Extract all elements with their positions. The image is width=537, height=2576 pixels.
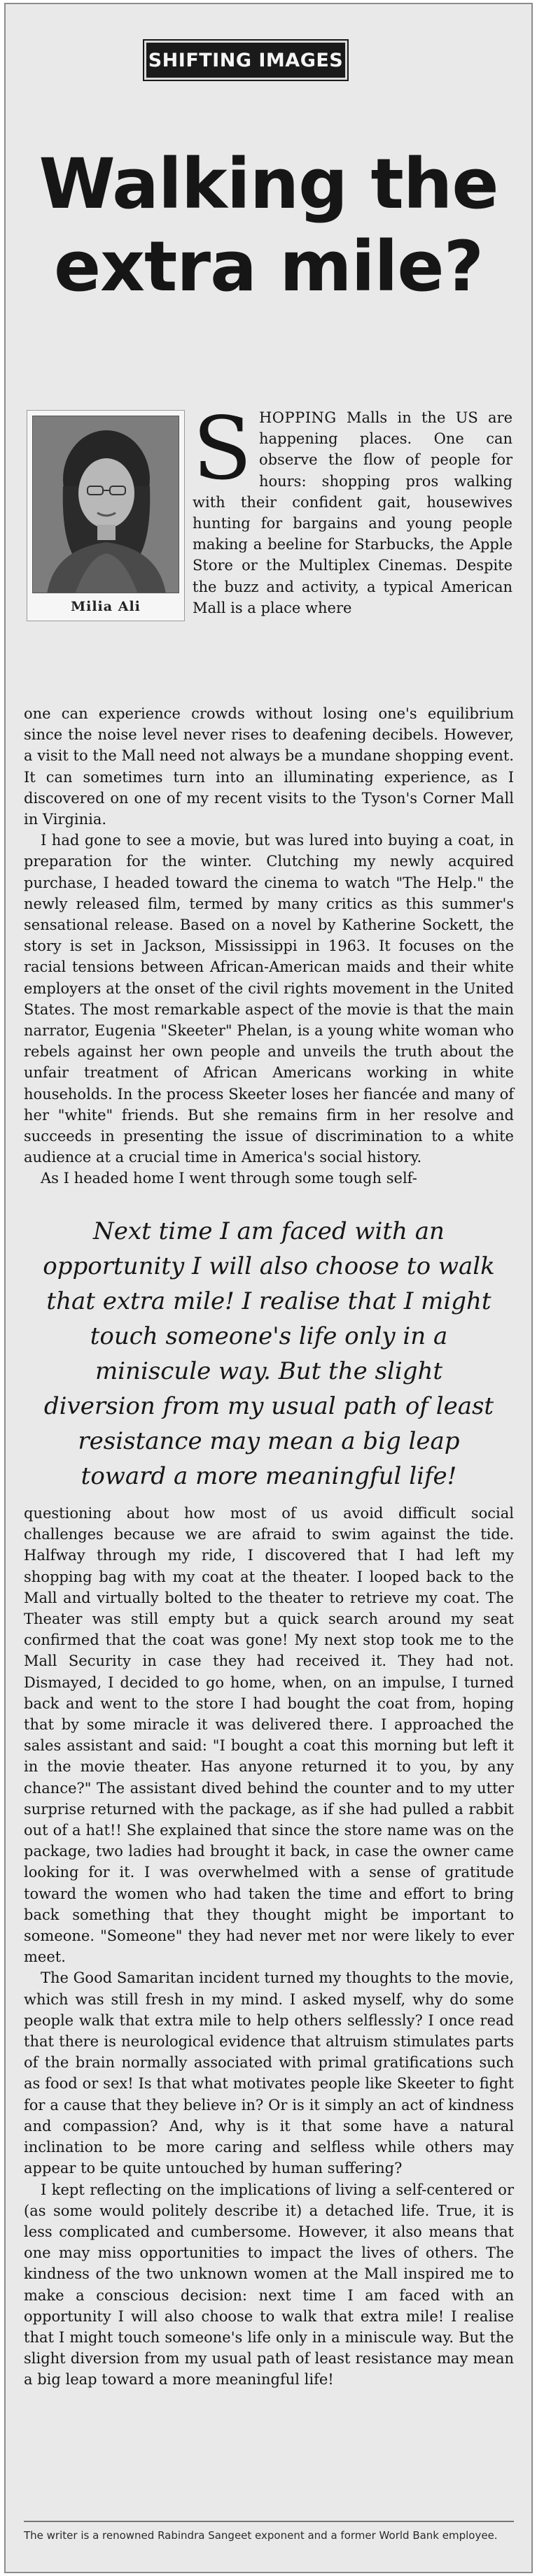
body-paragraph: one can experience crowds without losing one's equilibrium since the noise level never rises to deafening decibels. However, a visit to the Mall need not always be a mundane shopping event. It can sometimes turn into an illuminating experience, as I discovered on one of my recent visits to the Tyson's Corner Mall in Virginia. [24,705,514,828]
section-tag: SHIFTING IMAGES [144,41,347,80]
body-paragraph: I had gone to see a movie, but was lured into buying a coat, in preparation for the winter. Clutching my newly acquired purchase, I headed toward the cinema to watch "The Help." the newly released film, termed by many critics as this summer's sensational release. Based on a novel by Katherine Sockett, the story is set in Jackson, Mississippi in 1963. It focuses on the racial tensions between African-American maids and their white employers at the onset of the civil rights movement in the United States. The most remarkable aspect of the movie is that the main narrator, Eugenia "Skeeter" Phelan, is a young white woman who rebels against her own people and unveils the truth about the unfair treatment of African Americans working in white households. In the process Skeeter loses her fiancée and many of her "white" friends. But she remains firm in her resolve and succeeds in presenting the issue of discrimination to a white audience at a crucial time in America's social history. [24,832,514,1166]
author-footnote: The writer is a renowned Rabindra Sangeet exponent and a former World Bank employee. [24,2529,498,2542]
author-portrait-image [33,416,179,593]
body-paragraph: questioning about how most of us avoid difficult social challenges because we are afraid to swim against the tide. Halfway through my ride, I discovered that I had left my shopping bag with my coat at the theater. I looped back to the Mall and virtually bolted to the theater to retrieve my coat. The Theater was still empty but a quick search around my seat confirmed that the coat was gone! My next stop took me to the Mall Security in case they had received it. They had not. Dismayed, I decided to go home, when, on an impulse, I turned back and went to the store I had bought the coat from, hoping that by some miracle it was delivered there. I approached the sales assistant and said: "I bought a coat this morning but left it in the movie theater. Has anyone returned it to you, by any chance?" The assistant dived behind the counter and to my utter surprise returned with the package, as if she had pulled a rabbit out of a hat!! She explained that since the store name was on the package, two ladies had brought it back, in case the owner came looking for it. I was overwhelmed with a sense of gratitude toward the women who had taken the time and effort to bring back something that they thought might be important to someone. "Someone" they had never met nor were likely to ever meet. [24,1505,514,1966]
dropcap: S [193,399,252,500]
article-body-part-1 [24,703,514,1189]
pull-quote: Next time I am faced with an opportunity I will also choose to walk that extra mile! I realise that I might touch someone's life only in a miniscule way. But the slight diversion from my usual path of least resistance may mean a big leap toward a more meaningful life! [43,1217,495,1490]
headline [14,143,523,309]
body-paragraph: I kept reflecting on the implications of living a self-centered or (as some would politely describe it) a detached life. True, it is less complicated and cumbersome. However, it also means that one may miss opportunities to impact the lives of others. The kindness of the two unknown women at the Mall inspired me to make a conscious decision: next time I am faced with an opportunity I will also choose to walk that extra mile! I realise that I might touch someone's life only in a miniscule way. But the slight diversion from my usual path of least resistance may mean a big leap toward a more meaningful life! [24,2181,514,2389]
headline-line-2: extra mile? [53,227,484,307]
footnote-divider [24,2521,514,2522]
article-body-part-2 [24,1503,514,2391]
author-photo-box [27,410,185,621]
author-photo [32,416,179,593]
intro-smallcaps: HOPPING [258,409,337,426]
intro-paragraph [193,399,512,618]
intro-text: Malls in the US are happening places. One can observe the flow of people for hours: shopping pros walking with their confident gait, housewives hunting for bargains and young people making a beeline for Starbucks, the Apple Store or the Multiplex Cinemas. Despite the buzz and activity, a typical American Mall is a place where [193,409,512,616]
body-paragraph: The Good Samaritan incident turned my thoughts to the movie, which was still fresh in my mind. I asked myself, why do some people walk that extra mile to help others selflessly? I once read that there is neurological evidence that altruism stimulates parts of the brain normally associated with primal gratifications such as food or sex! Is that what motivates people like Skeeter to fight for a cause that they believe in? Or is it simply an act of kindness and compassion? And, why is it that some have a natural inclination to be more caring and selfless while others may appear to be quite untouched by human suffering? [24,1969,514,2177]
author-caption: Milia Ali [71,599,141,614]
headline-line-1: Walking the [39,144,498,225]
body-paragraph: As I headed home I went through some tough self- [41,1170,417,1187]
